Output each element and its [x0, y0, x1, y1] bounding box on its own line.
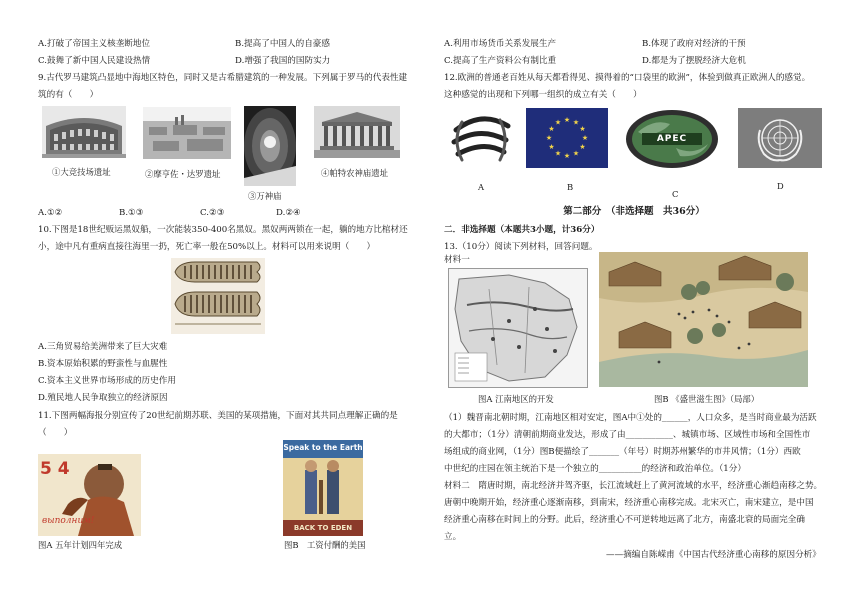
q11-option-c: C.提高了生产资料公有制比重 — [444, 56, 557, 66]
q11-option-a: A.利用市场货币关系发展生产 — [444, 39, 557, 49]
q12-stem-line1: 12.欧洲的普通老百姓从每天都看得见、摸得着的“口袋里的欧洲”，体验到做真正欧洲人的感觉。 — [444, 73, 811, 83]
caption-colosseum: ①大竞技场遗址 — [52, 167, 111, 177]
caption-poster-a: 图A 五年计划四年完成 — [38, 540, 123, 550]
q9-stem-line2: 筑的有（ ） — [38, 90, 99, 100]
q10-option-b: B.资本原始积累的野蛮性与血腥性 — [38, 359, 168, 369]
svg-text:★: ★ — [563, 116, 571, 124]
poster-b-american — [283, 440, 363, 536]
q10-stem-line2: 小，途中凡有重病直接往海里一扔，死亡率一般在50%以上。材料可以用来说明（ ） — [38, 242, 376, 252]
material-two-source: ——摘编自陈嵘甫《中国古代经济重心南移的原因分析》 — [606, 550, 821, 560]
logo-label-b: B — [567, 182, 574, 192]
q8-option-d: D.增强了我国的国防实力 — [235, 56, 331, 66]
svg-text:★: ★ — [548, 143, 555, 151]
poster-a-soviet — [38, 454, 141, 536]
shengshi-zisheng-painting — [599, 252, 808, 387]
q9-option-d: D.②④ — [276, 208, 301, 218]
caption-mohenjo-daro: ②摩亨佐・达罗遗址 — [145, 169, 221, 179]
q13-part1-line3: 场组成的商业网，（1分）图B便描绘了_______（年号）时期苏州繁华的市井风情；（1分）西欧 — [444, 447, 801, 457]
q13-stem: 13.（10分）阅读下列材料，回答问题。 — [444, 242, 598, 252]
q12-stem-line2: 这种感觉的出现和下列哪一组织的成立有关（ ） — [444, 90, 642, 100]
wto-logo — [446, 108, 516, 172]
svg-text:★: ★ — [545, 134, 553, 142]
poster-a-slogan: выполним! — [42, 516, 95, 526]
q11-option-b: B.体现了政府对经济的干预 — [642, 39, 746, 49]
parthenon-photo — [314, 106, 400, 158]
logo-label-c: C — [672, 189, 679, 199]
jiangnan-map — [448, 268, 588, 388]
material-two-line4: 立。 — [444, 532, 462, 542]
q11-option-d: D.都是为了摆脱经济大危机 — [642, 56, 746, 66]
apec-logo — [624, 108, 720, 170]
q8-option-a: A.打破了帝国主义核垄断地位 — [38, 39, 151, 49]
logo-label-a: A — [478, 182, 485, 192]
q11-stem-line1: 11.下图两幅海报分别宣传了20世纪前期苏联、美国的某项措施，下面对其共同点理解正确的是 — [38, 411, 398, 421]
mohenjo-daro-photo — [143, 107, 231, 159]
q13-part1-line2: 的大都市；（1分）清朝前期商业发达，形成了由___________、城镇市场、区域性市场和全国性市 — [444, 430, 811, 440]
q13-part1-line1: （1）魏晋南北朝时期，江南地区相对安定，图A中①处的______，人口众多，是当时商业最为活跃 — [444, 413, 817, 423]
material-two-line1: 材料二 隋唐时期，南北经济并驾齐驱，长江流域赶上了黄河流域的水平，经济重心渐趋南移之势。 — [444, 481, 823, 491]
q8-option-c: C.鼓舞了新中国人民建设热情 — [38, 56, 151, 66]
material-two-line3: 经济重心南移在时间上的分野。此后，经济重心不可逆转地远离了北方，南盛北衰的局面完全确 — [444, 515, 805, 525]
eu-flag — [526, 108, 608, 168]
q10-option-d: D.殖民地人民争取独立的经济原因 — [38, 393, 168, 403]
apec-wordmark: APEC — [656, 134, 688, 144]
svg-text:★: ★ — [579, 125, 586, 133]
svg-text:★: ★ — [554, 118, 562, 127]
q10-option-a: A.三角贸易给美洲带来了巨大灾难 — [38, 342, 168, 352]
svg-text:★: ★ — [579, 143, 586, 151]
q9-option-c: C.②③ — [200, 208, 225, 218]
pantheon-photo — [244, 106, 296, 186]
poster-a-numbers: 5 4 — [40, 459, 70, 479]
logo-label-d: D — [777, 181, 784, 191]
caption-painting-b: 图B 《盛世滋生图》（局部） — [654, 394, 760, 404]
un-logo — [738, 108, 822, 168]
poster-b-headline: Speak to the Earth — [283, 443, 363, 452]
q9-stem-line1: 9.古代罗马建筑凸显地中海地区特色，同时又是古希腊建筑的一种发展。下列属于罗马的代表性建 — [38, 73, 408, 83]
q8-option-b: B.提高了中国人的自豪感 — [235, 39, 330, 49]
caption-parthenon: ④帕特农神庙遗址 — [321, 168, 388, 178]
part-two-heading: 第二部分 （非选择题 共36分） — [563, 206, 705, 217]
q9-option-b: B.①③ — [119, 208, 144, 218]
part-two-section: 二．非选择题（本题共3小题，计36分） — [444, 225, 600, 235]
slave-ship-diagram — [171, 258, 265, 334]
svg-text:★: ★ — [548, 125, 555, 133]
poster-b-footer: BACK TO EDEN — [293, 524, 353, 532]
svg-text:★: ★ — [554, 149, 562, 158]
caption-poster-b: 图B 工资付酬的美国 — [284, 540, 366, 550]
material-two-line2: 唐朝中晚期开始，经济重心逐渐南移，到南宋，经济重心南移完成。北宋灭亡，南宋建立，是中国 — [444, 498, 814, 508]
svg-text:★: ★ — [572, 118, 580, 127]
svg-text:★: ★ — [581, 134, 589, 142]
caption-pantheon: ③万神庙 — [248, 191, 282, 201]
colosseum-photo — [42, 106, 126, 158]
material-one-label: 材料一 — [444, 255, 470, 265]
q13-part1-line4: 中世纪的庄园在领主统治下是一个独立的__________的经济和政治单位。（1分） — [444, 464, 746, 474]
svg-text:★: ★ — [563, 152, 571, 160]
caption-map-a: 图A 江南地区的开发 — [478, 394, 554, 404]
q11-stem-line2: （ ） — [38, 428, 73, 438]
svg-text:★: ★ — [572, 149, 580, 158]
q10-option-c: C.资本主义世界市场形成的历史作用 — [38, 376, 176, 386]
q10-stem-line1: 10.下图是18世纪贩运黑奴船，一次能装350-400名黑奴。黑奴两两锁在一起，躺的地方比棺材还 — [38, 225, 408, 235]
q9-option-a: A.①② — [38, 208, 63, 218]
